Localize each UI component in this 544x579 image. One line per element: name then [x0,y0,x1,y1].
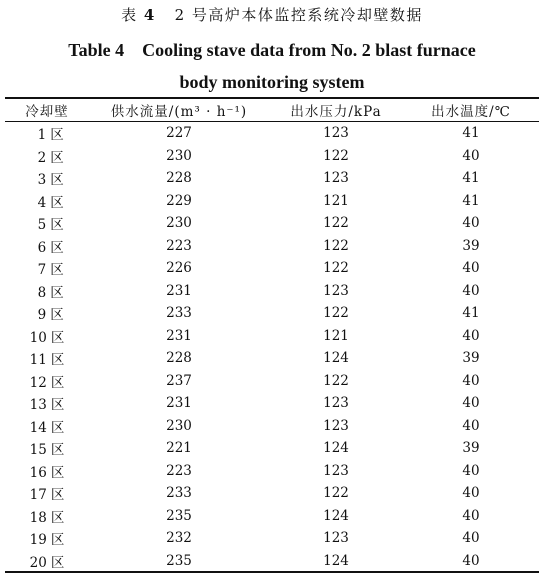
cell-temperature: 40 [462,530,480,547]
zone-number: 6 [37,239,47,256]
cell-zone [5,437,89,460]
cell-pressure: 122 [323,147,349,164]
zone-suffix: 区 [50,172,64,189]
cell-pressure: 124 [323,440,349,457]
cell-pressure: 123 [323,417,349,434]
table-row [5,550,539,573]
cell-pressure: 123 [323,170,349,187]
cell-pressure: 122 [323,237,349,254]
table-caption-en-line2: body monitoring system [179,72,365,92]
zone-suffix: 区 [50,307,64,324]
cell-zone [5,527,89,550]
caption-cn-prefix: 表 [121,6,138,24]
cell-zone [5,415,89,438]
cell-temperature: 40 [462,260,480,277]
cell-pressure: 123 [323,125,349,142]
cell-zone [5,392,89,415]
table-row [5,482,539,505]
cell-zone [5,347,89,370]
cell-flow: 231 [166,327,192,344]
table-row [5,505,539,528]
cell-pressure: 124 [323,350,349,367]
cell-flow: 229 [166,192,192,209]
table-header-row [5,98,539,122]
zone-number: 5 [37,217,47,234]
cell-flow: 228 [166,170,192,187]
cell-flow: 232 [166,530,192,547]
zone-number: 4 [37,194,47,211]
table-row [5,212,539,235]
zone-number: 8 [37,284,47,301]
cell-temperature: 39 [462,350,480,367]
cell-pressure: 121 [323,327,349,344]
table-caption-en-line1: Table 4 Cooling stave data from No. 2 blast furnace [68,40,476,60]
cell-flow: 233 [166,485,192,502]
cell-temperature: 41 [462,192,480,209]
zone-suffix: 区 [50,532,65,549]
table-row [5,280,539,303]
cell-temperature: 41 [462,170,480,187]
table-row [5,257,539,280]
cell-zone [5,325,89,348]
cell-zone [5,370,89,393]
zone-number: 2 [37,149,47,166]
zone-suffix: 区 [50,509,65,526]
cell-temperature: 40 [462,282,480,299]
table-row [5,527,539,550]
table-row [5,190,539,213]
zone-suffix: 区 [50,329,65,346]
zone-number: 9 [37,307,47,324]
caption-cn-text: 2 号高炉本体监控系统冷却壁数据 [174,6,423,24]
cell-pressure: 123 [323,282,349,299]
cell-flow: 233 [166,305,192,322]
cell-zone [5,257,89,280]
cell-temperature: 41 [462,305,480,322]
cell-flow: 223 [166,462,192,479]
cell-pressure: 124 [323,507,349,524]
cell-temperature: 40 [462,417,480,434]
zone-number: 3 [37,172,47,189]
cell-pressure: 123 [323,462,349,479]
table-row [5,167,539,190]
table-row [5,370,539,393]
cell-temperature: 40 [462,462,480,479]
header-temperature: 出水温度/℃ [431,104,511,120]
zone-suffix: 区 [50,284,64,301]
zone-number: 17 [29,487,47,504]
zone-number: 1 [37,127,47,144]
zone-suffix: 区 [50,127,64,144]
zone-suffix: 区 [50,352,65,369]
zone-suffix: 区 [50,239,64,256]
cell-pressure: 124 [323,552,349,569]
cell-pressure: 122 [323,372,349,389]
cell-flow: 228 [166,350,192,367]
cell-temperature: 39 [462,440,480,457]
cell-zone [5,460,89,483]
caption-cn-number: 4 [143,6,156,24]
cell-zone [5,122,89,145]
cell-temperature: 40 [462,485,480,502]
cell-flow: 230 [166,417,192,434]
cell-temperature: 40 [462,507,480,524]
cell-flow: 226 [166,260,192,277]
zone-suffix: 区 [50,397,65,414]
zone-number: 20 [29,554,47,571]
header-stave: 冷却壁 [25,104,69,120]
cell-flow: 227 [166,125,192,142]
zone-number: 19 [29,532,47,549]
cell-pressure: 122 [323,485,349,502]
zone-number: 12 [29,374,47,391]
cell-flow: 235 [166,507,192,524]
zone-suffix: 区 [50,194,64,211]
zone-number: 18 [29,509,47,526]
cell-flow: 230 [166,215,192,232]
cell-temperature: 40 [462,327,480,344]
cell-zone [5,302,89,325]
zone-suffix: 区 [50,262,64,279]
cell-zone [5,505,89,528]
zone-suffix: 区 [50,217,64,234]
zone-number: 15 [29,442,47,459]
zone-suffix: 区 [50,487,65,504]
cell-pressure: 122 [323,215,349,232]
table-row [5,122,539,145]
table-caption-cn [0,4,544,25]
cell-temperature: 40 [462,395,480,412]
cell-temperature: 41 [462,125,480,142]
zone-suffix: 区 [50,374,65,391]
cell-zone [5,212,89,235]
cell-pressure: 121 [323,192,349,209]
header-pressure: 出水压力/kPa [290,104,382,120]
cell-pressure: 122 [323,305,349,322]
cell-zone [5,280,89,303]
cell-temperature: 40 [462,215,480,232]
table-body [5,122,539,572]
table-row [5,145,539,168]
cell-flow: 230 [166,147,192,164]
table-row [5,415,539,438]
zone-suffix: 区 [50,464,65,481]
zone-number: 13 [29,397,47,414]
cell-pressure: 123 [323,395,349,412]
cell-zone [5,235,89,258]
cell-zone [5,550,89,573]
zone-number: 11 [29,352,47,369]
cell-zone [5,145,89,168]
cell-pressure: 123 [323,530,349,547]
table-row [5,392,539,415]
cell-flow: 223 [166,237,192,254]
cell-zone [5,167,89,190]
cell-flow: 237 [166,372,192,389]
zone-number: 10 [29,329,47,346]
zone-number: 14 [29,419,47,436]
cell-zone [5,482,89,505]
zone-suffix: 区 [50,149,64,166]
table-row [5,325,539,348]
table-row [5,347,539,370]
cell-flow: 221 [166,440,192,457]
cell-flow: 235 [166,552,192,569]
zone-number: 16 [29,464,47,481]
table-row [5,437,539,460]
cell-temperature: 40 [462,372,480,389]
zone-suffix: 区 [50,554,65,571]
table-row [5,460,539,483]
cell-pressure: 122 [323,260,349,277]
cell-temperature: 40 [462,147,480,164]
cell-flow: 231 [166,282,192,299]
cell-zone [5,190,89,213]
cooling-stave-table [5,98,539,572]
table-row [5,302,539,325]
table-row [5,235,539,258]
zone-suffix: 区 [50,419,65,436]
cell-temperature: 40 [462,552,480,569]
cell-flow: 231 [166,395,192,412]
zone-suffix: 区 [50,442,65,459]
zone-number: 7 [37,262,47,279]
header-flow: 供水流量/(m³ · h⁻¹) [110,104,248,120]
cell-temperature: 39 [462,237,480,254]
